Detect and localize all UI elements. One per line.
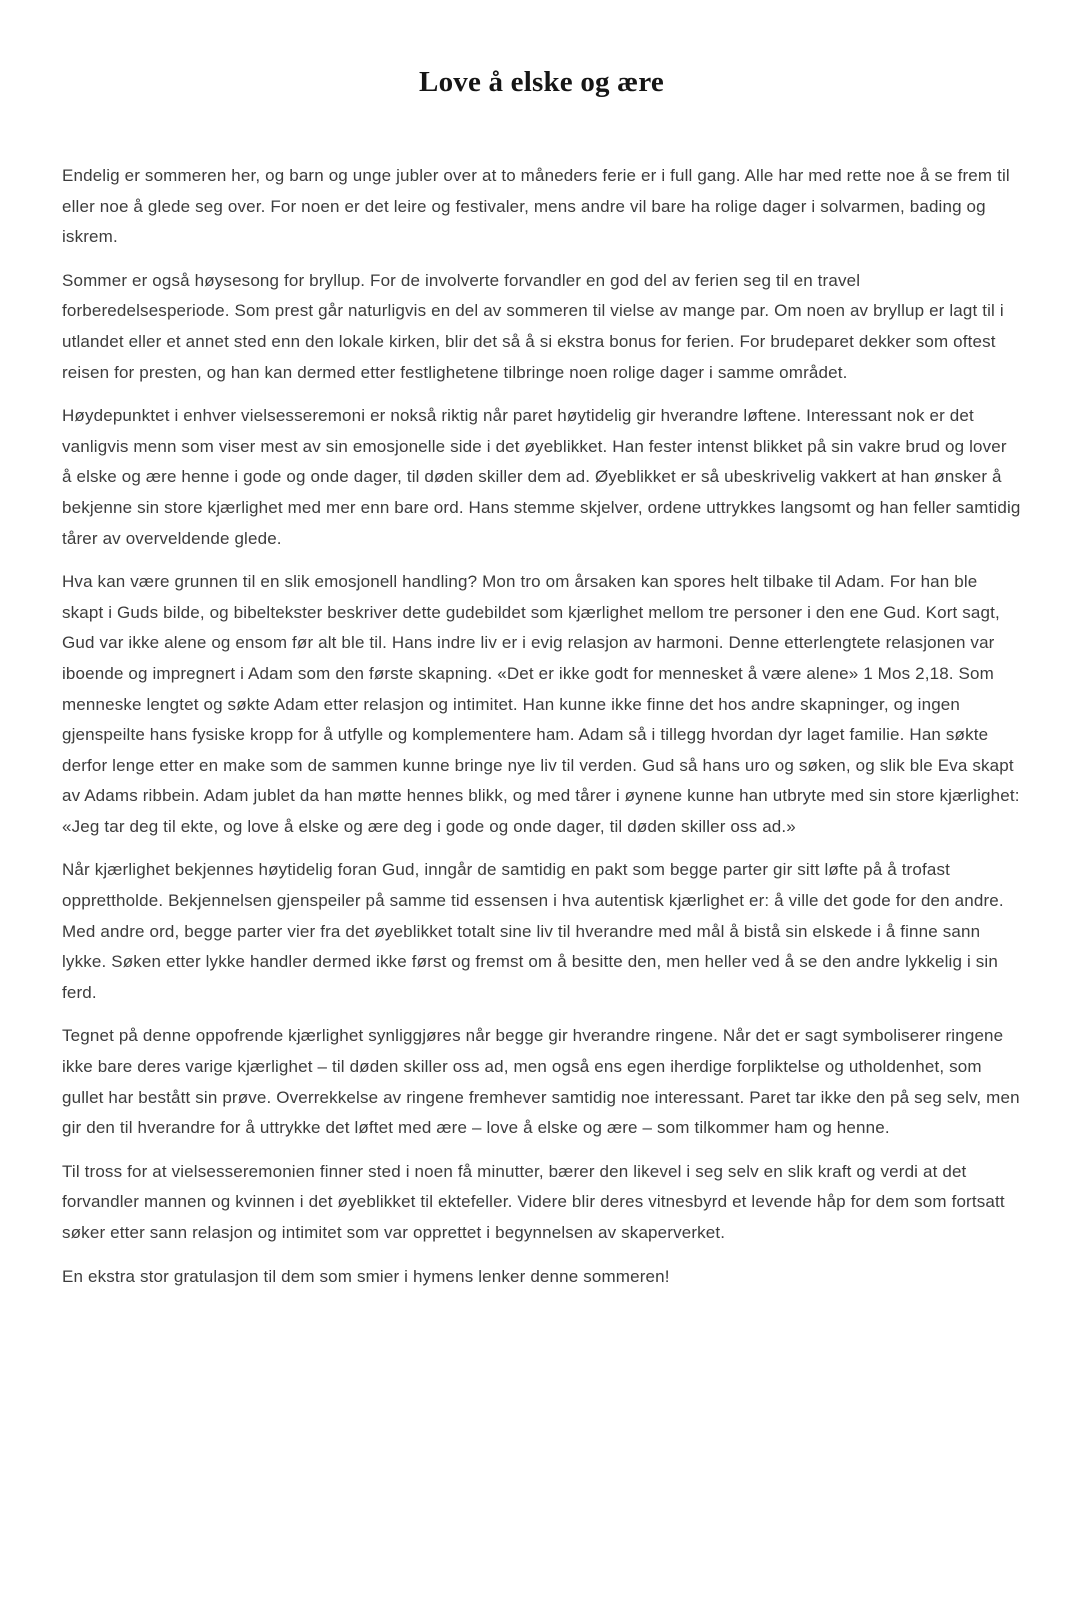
paragraph-summer-intro: Endelig er sommeren her, og barn og unge jubler over at to måneders ferie er i full gang. Alle har med rette noe å se frem til eller noe å glede seg over. For noen er det leire og festivaler, mens andre vil bare ha rolige dager i solvarmen, bading og iskrem. [62, 166, 1010, 247]
paragraph-transformation: Til tross for at vielsesseremonien finner sted i noen få minutter, bærer den likevel i seg selv en slik kraft og verdi at det forvandler mannen og kvinnen i det øyeblikket til ektefeller. Videre blir deres vitnesbyrd et levende håp for dem som fortsatt søker etter sann relasjon og intimitet som var opprettet i begynnelsen av skaperverket. [62, 1161, 1005, 1242]
document-page [0, 68, 1079, 1604]
page-title: Love å elske og ære [419, 66, 664, 98]
paragraph-adam-origin: Hva kan være grunnen til en slik emosjonell handling? Mon tro om årsaken kan spores helt tilbake til Adam. For han ble skapt i Guds bilde, og bibeltekster beskriver dette gudebildet som kjærlighet mellom tre personer i den ene Gud. Kort sagt, Gud var ikke alene og ensom før alt ble til. Hans indre liv er i evig relasjon av harmoni. Denne etterlengtete relasjonen var iboende og impregnert i Adam som den første skapning. «Det er ikke godt for mennesket å være alene» 1 Mos 2,18. Som menneske lengtet og søkte Adam etter relasjon og intimitet. Han kunne ikke finne det hos andre skapninger, og ingen gjenspeilte hans fysiske kropp for å utfylle og komplementere ham. Adam så i tillegg hvordan dyr laget familie. Han søkte derfor lenge etter en make som de sammen kunne bringe nye liv til verden. Gud så hans uro og søken, og slik ble Eva skapt av Adams ribbein. Adam jublet da han møtte hennes blikk, og med tårer i øynene kunne han utbryte med sin store kjærlighet: «Jeg tar deg til ekte, og love å elske og ære deg i gode og onde dager, til døden skiller oss ad.» [62, 572, 1020, 836]
article-body [62, 161, 1021, 1292]
paragraph-ceremony-highlight: Høydepunktet i enhver vielsesseremoni er nokså riktig når paret høytidelig gir hverandre løftene. Interessant nok er det vanligvis menn som viser mest av sin emosjonelle side i det øyeblikket. Han fester intenst blikket på sin vakre brud og lover å elske og ære henne i gode og onde dager, til døden skiller dem ad. Øyeblikket er så ubeskrivelig vakkert at han ønsker å bekjenne sin store kjærlighet med mer enn bare ord. Hans stemme skjelver, ordene uttrykkes langsomt og han feller samtidig tårer av overveldende glede. [62, 406, 1021, 548]
paragraph-rings: Tegnet på denne oppofrende kjærlighet synliggjøres når begge gir hverandre ringene. Når det er sagt symboliserer ringene ikke bare deres varige kjærlighet – til døden skiller oss ad, men også ens egen iherdige forpliktelse og utholdenhet, som gullet har bestått sin prøve. Overrekkelse av ringene fremhever samtidig noe interessant. Paret tar ikke den på seg selv, men gir den til hverandre for å uttrykke det løftet med ære – love å elske og ære – som tilkommer ham og henne. [62, 1026, 1020, 1138]
paragraph-covenant: Når kjærlighet bekjennes høytidelig foran Gud, inngår de samtidig en pakt som begge parter gir sitt løfte på å trofast opprettholde. Bekjennelsen gjenspeiler på samme tid essensen i hva autentisk kjærlighet er: å ville det gode for den andre. Med andre ord, begge parter vier fra det øyeblikket totalt sine liv til hverandre med mål å bistå sin elskede i å finne sann lykke. Søken etter lykke handler dermed ikke først og fremst om å besitte den, men heller ved å se den andre lykkelig i sin ferd. [62, 860, 1004, 1002]
paragraph-wedding-season: Sommer er også høysesong for bryllup. For de involverte forvandler en god del av ferien seg til en travel forberedelsesperiode. Som prest går naturligvis en del av sommeren til vielse av mange par. Om noen av bryllup er lagt til i utlandet eller et annet sted enn den lokale kirken, blir det så å si ekstra bonus for ferien. For brudeparet dekker som oftest reisen for presten, og han kan dermed etter festlighetene tilbringe noen rolige dager i samme området. [62, 270, 1004, 382]
paragraph-congratulations: En ekstra stor gratulasjon til dem som smier i hymens lenker denne sommeren! [62, 1266, 670, 1286]
